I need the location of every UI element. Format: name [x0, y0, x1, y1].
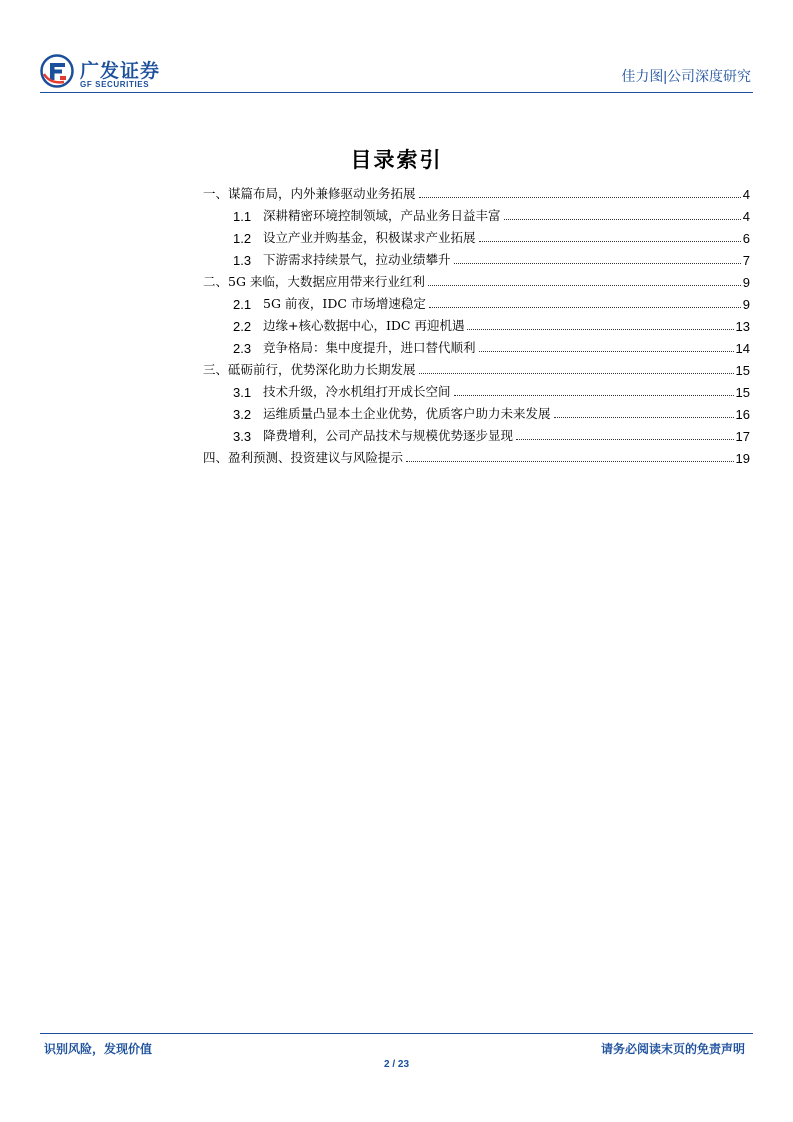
toc-leader-dots [428, 285, 741, 286]
toc-section-number: 3.1 [233, 385, 252, 400]
toc-entry-text: 运维质量凸显本土企业优势，优质客户助力未来发展 [263, 406, 551, 421]
toc-entry-text: 边缘+核心数据中心，IDC 再迎机遇 [263, 318, 465, 333]
toc-section-number: 2.2 [233, 319, 252, 334]
toc-entry-1-1[interactable] [203, 202, 750, 224]
toc-page-number: 7 [742, 253, 750, 268]
toc-leader-dots [454, 263, 741, 264]
toc-leader-dots [479, 351, 734, 352]
toc-entry-1[interactable] [203, 180, 750, 202]
toc-page-number: 6 [742, 231, 750, 246]
toc-entry-text: 竞争格局：集中度提升，进口替代顺利 [263, 340, 476, 355]
toc-section-number: 2.1 [233, 297, 252, 312]
toc-entry-text: 一、谋篇布局，内外兼修驱动业务拓展 [203, 186, 416, 201]
toc-entry-text: 二、5G 来临，大数据应用带来行业红利 [203, 274, 425, 289]
toc-leader-dots [454, 395, 734, 396]
toc-leader-dots [516, 439, 734, 440]
toc-entry-3-2[interactable] [203, 400, 750, 422]
toc-section-number: 3.2 [233, 407, 252, 422]
toc-page-number: 17 [735, 429, 750, 444]
toc-entry-1-3[interactable] [203, 246, 750, 268]
toc-entry-3-3[interactable] [203, 422, 750, 444]
toc-entry-text: 5G 前夜，IDC 市场增速稳定 [263, 296, 426, 311]
toc-section-number: 1.3 [233, 253, 252, 268]
toc-section-number: 2.3 [233, 341, 252, 356]
toc-page-number: 15 [735, 363, 750, 378]
logo-english-name: GF SECURITIES [80, 80, 150, 89]
logo-chinese-name: 广发证券 [80, 61, 161, 82]
toc-leader-dots [419, 373, 734, 374]
toc-page-number: 9 [742, 275, 750, 290]
gf-logo-icon [40, 54, 74, 88]
toc-entry-text: 技术升级，冷水机组打开成长空间 [263, 384, 451, 399]
toc-entry-2[interactable] [203, 268, 750, 290]
toc-entry-text: 下游需求持续景气，拉动业绩攀升 [263, 252, 451, 267]
table-of-contents [203, 180, 750, 466]
toc-entry-text: 四、盈利预测、投资建议与风险提示 [203, 450, 404, 465]
toc-page-number: 16 [735, 407, 750, 422]
toc-title: 目录索引 [350, 147, 443, 172]
toc-leader-dots [429, 307, 741, 308]
toc-entry-4[interactable] [203, 444, 750, 466]
toc-page-number: 15 [735, 385, 750, 400]
toc-leader-dots [406, 461, 734, 462]
toc-entry-text: 设立产业并购基金，积极谋求产业拓展 [263, 230, 476, 245]
toc-entry-2-2[interactable] [203, 312, 750, 334]
toc-leader-dots [419, 197, 741, 198]
toc-section-number: 1.1 [233, 209, 252, 224]
toc-entry-2-3[interactable] [203, 334, 750, 356]
toc-leader-dots [479, 241, 741, 242]
toc-page-number: 19 [735, 451, 750, 466]
page-number: 2 / 23 [383, 1059, 410, 1070]
toc-leader-dots [467, 329, 733, 330]
toc-page-number: 14 [735, 341, 750, 356]
toc-entry-text: 深耕精密环境控制领域，产品业务日益丰富 [263, 208, 501, 223]
toc-section-number: 1.2 [233, 231, 252, 246]
page-header [40, 48, 753, 92]
footer-divider [40, 1033, 753, 1034]
footer-disclaimer: 请务必阅读末页的免责声明 [600, 1042, 745, 1056]
toc-page-number: 9 [742, 297, 750, 312]
header-divider [40, 92, 753, 93]
toc-entry-1-2[interactable] [203, 224, 750, 246]
toc-page-number: 4 [742, 187, 750, 202]
toc-entry-3[interactable] [203, 356, 750, 378]
toc-entry-2-1[interactable] [203, 290, 750, 312]
toc-leader-dots [554, 417, 734, 418]
footer-slogan: 识别风险，发现价值 [44, 1042, 153, 1056]
toc-entry-3-1[interactable] [203, 378, 750, 400]
toc-entry-text: 三、砥砺前行，优势深化助力长期发展 [203, 362, 416, 377]
toc-section-number: 3.3 [233, 429, 252, 444]
company-logo [40, 54, 180, 90]
report-type-label: 佳力图|公司深度研究 [621, 68, 751, 84]
toc-leader-dots [504, 219, 741, 220]
toc-entry-text: 降费增利，公司产品技术与规模优势逐步显现 [263, 428, 514, 443]
toc-page-number: 4 [742, 209, 750, 224]
toc-page-number: 13 [735, 319, 750, 334]
